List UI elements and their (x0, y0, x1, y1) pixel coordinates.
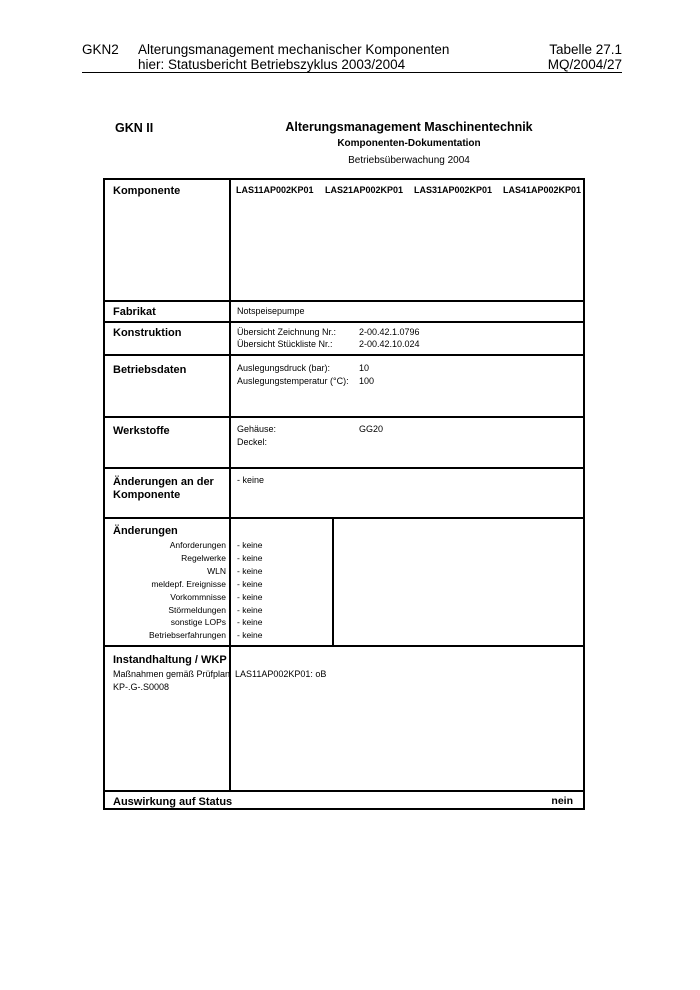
label-fabrikat: Fabrikat (113, 306, 156, 318)
konstruktion-value: 2-00.42.10.024 (359, 339, 420, 349)
aenderungen-key: Anforderungen (169, 540, 226, 550)
label-komponente: Komponente (113, 185, 181, 197)
label-line: Änderungen an der (113, 476, 214, 488)
aenderungen-value: - keine (237, 579, 263, 589)
header-code: GKN2 (82, 42, 119, 57)
betriebsdaten-key: Auslegungstemperatur (°C): (237, 376, 349, 386)
component-id: LAS41AP002KP01 (503, 185, 582, 195)
label-aenderungen: Änderungen (113, 525, 178, 537)
instandhaltung-value: LAS11AP002KP01: oB (235, 669, 327, 679)
plant-name: GKN II (115, 121, 154, 135)
instandhaltung-note: Maßnahmen gemäß Prüfplan (113, 669, 231, 679)
aenderungen-value: - keine (237, 592, 263, 602)
aenderungen-value: - keine (237, 540, 263, 550)
aenderungen-key: WLN (207, 566, 226, 576)
aenderungen-key: sonstige LOPs (170, 617, 226, 627)
aenderungen-key: Störmeldungen (168, 605, 226, 615)
aenderungen-value: - keine (237, 605, 263, 615)
aenderungen-value: - keine (237, 553, 263, 563)
component-id: LAS31AP002KP01 (414, 185, 493, 195)
aenderungen-value: - keine (237, 617, 263, 627)
header-title-line2: hier: Statusbericht Betriebszyklus 2003/2004 (138, 57, 406, 72)
row-divider (105, 354, 583, 356)
label-instandhaltung: Instandhaltung / WKP (113, 654, 227, 666)
aenderungen-key: meldepf. Ereignisse (151, 579, 226, 589)
konstruktion-key: Übersicht Stückliste Nr.: (237, 339, 333, 349)
auswirkung-value: nein (551, 795, 573, 807)
aenderungen-value: - keine (237, 566, 263, 576)
aenderungen-key: Regelwerke (181, 553, 226, 563)
label-konstruktion: Konstruktion (113, 327, 182, 339)
instandhaltung-note: KP-.G-.S0008 (113, 682, 170, 692)
fabrikat-value: Notspeisepumpe (237, 306, 305, 316)
row-divider (105, 321, 583, 323)
document-subtitle: Komponenten-Dokumentation (337, 138, 481, 149)
konstruktion-value: 2-00.42.1.0796 (359, 327, 420, 337)
werkstoffe-key: Gehäuse: (237, 424, 277, 434)
label-auswirkung: Auswirkung auf Status (113, 796, 233, 808)
header-reference (548, 42, 622, 72)
row-divider (105, 467, 583, 469)
betriebsdaten-value: 100 (359, 376, 375, 386)
running-header (82, 42, 622, 73)
betriebsdaten-key: Auslegungsdruck (bar): (237, 363, 331, 373)
aenderungen-value: - keine (237, 630, 263, 640)
werkstoffe-value: GG20 (359, 424, 384, 434)
label-betriebsdaten: Betriebsdaten (113, 364, 187, 376)
label-column-divider (229, 180, 231, 792)
row-divider (105, 645, 583, 647)
header-title (138, 42, 449, 72)
component-id: LAS11AP002KP01 (236, 185, 314, 195)
document-period: Betriebsüberwachung 2004 (348, 155, 470, 166)
aenderungen-key: Vorkommnisse (170, 592, 226, 602)
header-table-ref: Tabelle 27.1 (549, 42, 622, 57)
header-title-line1: Alterungsmanagement mechanischer Komponenten (138, 42, 450, 57)
header-doc-ref: MQ/2004/27 (547, 57, 622, 72)
component-id: LAS21AP002KP01 (325, 185, 404, 195)
row-divider (105, 517, 583, 519)
werkstoffe-key: Deckel: (237, 437, 268, 447)
aenderungen-key: Betriebserfahrungen (148, 630, 226, 640)
row-divider (105, 790, 583, 792)
aenderungen-komponente-value: - keine (237, 475, 265, 485)
row-divider (105, 416, 583, 418)
label-aenderungen-komponente (113, 476, 214, 502)
label-line: Komponente (113, 489, 181, 501)
component-form (103, 178, 585, 810)
betriebsdaten-value: 10 (359, 363, 370, 373)
document-title: Alterungsmanagement Maschinentechnik (285, 120, 533, 134)
label-werkstoffe: Werkstoffe (113, 425, 170, 437)
changes-column-divider (332, 519, 334, 647)
row-divider (105, 300, 583, 302)
konstruktion-key: Übersicht Zeichnung Nr.: (237, 327, 337, 337)
